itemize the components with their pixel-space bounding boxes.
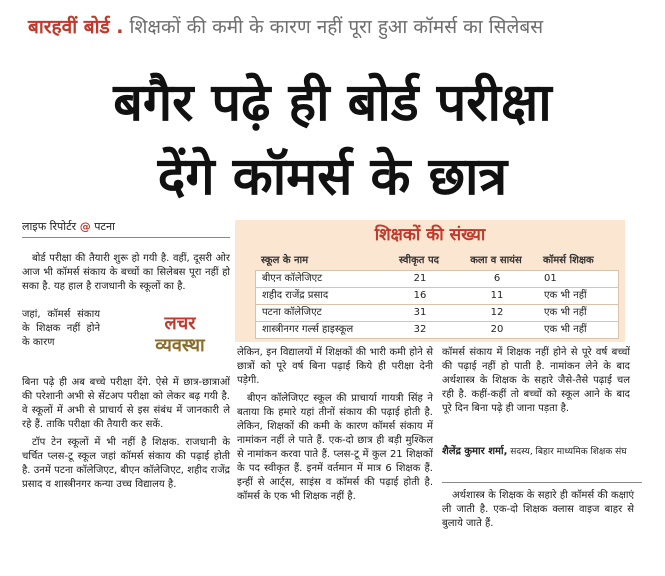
table-cell: 16 bbox=[413, 290, 427, 301]
table-row bbox=[255, 287, 619, 305]
table-cell: शास्त्रीनगर गर्ल्स हाइस्कूल bbox=[262, 324, 354, 335]
table-cell: 6 bbox=[493, 273, 501, 284]
article-col3-tail bbox=[442, 489, 634, 535]
quote-text: कॉमर्स संकाय में शिक्षक नहीं होने से पूरे वर्ष बच्चों की पढ़ाई नहीं हो पाती है. नामांकन लेने के बाद अर्थशास्त्र के शिक्षक के सहारे जैसे-तैसे पढ़ाई चल रही है. कहीं-कहीं तो बच्चों को स्कूल आने के बाद पूरे दिन बिना पढ़े ही जाना पड़ता है. bbox=[442, 347, 630, 414]
article-col2-p1: लेकिन, इन विद्यालयों में शिक्षकों की भारी कमी होने से छात्रों को पूरे वर्ष बिना पढ़ाई किये ही परीक्षा देनी पड़ेगी. bbox=[237, 347, 433, 386]
table-cell: 11 bbox=[490, 290, 504, 301]
byline-label: लाइफ रिपोर्टर bbox=[22, 220, 77, 233]
pullout-line-1: लचर bbox=[164, 313, 196, 334]
pullout-box bbox=[130, 313, 230, 357]
article-col2 bbox=[237, 346, 433, 508]
table-cell: 31 bbox=[413, 307, 427, 318]
article-col2-p2: बीएन कॉलेजिएट स्कूल की प्राचार्या गायत्री सिंह ने बताया कि हमारे यहां तीनों संकाय की पढ़ाई होती है. लेकिन, शिक्षकों की कमी के कारण कॉमर्स संकाय में नामांकन नहीं ले पाते हैं. एक-दो छात्र ही बड़ी मुश्किल से नामांकन करवा पाते हैं. प्लस-टू में कुल 21 शिक्षकों के पद स्वीकृत हैं. इनमें वर्तमान में मात्र 6 शिक्षक हैं. इन्हीं से आर्ट्स, साइंस व कॉमर्स की पढ़ाई होती है. कॉमर्स के एक भी शिक्षक नहीं है. bbox=[237, 393, 433, 502]
article-col3-text: अर्थशास्त्र के शिक्षक के सहारे ही कॉमर्स की कक्षाएं ली जाती है. एक-दो शिक्षक क्लास वाइज बाहर से बुलाये जाते हैं. bbox=[442, 490, 634, 529]
kicker-line bbox=[28, 8, 658, 46]
byline bbox=[22, 219, 232, 234]
table-cell: 20 bbox=[490, 324, 504, 335]
pullout-line-2: व्यवस्था bbox=[155, 335, 205, 356]
quote-signer bbox=[442, 445, 642, 459]
quote-divider bbox=[442, 482, 642, 483]
table-cell: 32 bbox=[413, 324, 427, 335]
table-cell: एक भी नहीं bbox=[544, 290, 587, 301]
table-row bbox=[255, 304, 619, 322]
article-p1-rest: बिना पढ़े ही अब बच्चे परीक्षा देंगे. ऐसे में छात्र-छात्राओं की परेशानी अभी से सेंटअप परीक्षा को लेकर बढ़ गयी है. वे स्कूलों में अभी से प्राचार्य से इस संबंध में जानकारी ले रहे हैं. ताकि परीक्षा की तैयारी कर सकें. bbox=[22, 377, 230, 430]
table-header-arts-science: कला व सायंस bbox=[470, 255, 522, 266]
table-title: शिक्षकों की संख्या bbox=[374, 225, 486, 245]
table-cell: एक भी नहीं bbox=[544, 324, 587, 335]
kicker-text: शिक्षकों की कमी के कारण नहीं पूरा हुआ कॉमर्स का सिलेबस bbox=[129, 16, 544, 38]
table-cell: 12 bbox=[490, 307, 504, 318]
quote-signer-name: शैलेंद्र कुमार शर्मा, bbox=[442, 446, 508, 457]
quote-box bbox=[442, 346, 630, 420]
article-p2: टॉप टेन स्कूलों में भी नहीं है शिक्षक. राजधानी के चर्चित प्लस-टू स्कूल जहां कॉमर्स संकाय की पढ़ाई होती है. उनमें पटना कॉलेजिएट, बीएन कॉलेजिएट, शहीद राजेंद्र प्रसाद व शास्त्रीनगर कन्या उच्च विद्यालय है. bbox=[22, 437, 230, 490]
headline-line-2: देंगे कॉमर्स के छात्र bbox=[157, 147, 508, 207]
table-header-row bbox=[255, 252, 617, 268]
article-narrow-text: जहां, कॉमर्स संकाय के शिक्षक नहीं होने के कारण bbox=[22, 309, 100, 348]
byline-divider bbox=[22, 237, 230, 238]
table-cell: 21 bbox=[413, 273, 427, 284]
table-cell: एक भी नहीं bbox=[544, 307, 587, 318]
table-header-sanctioned: स्वीकृत पद bbox=[399, 255, 439, 266]
kicker-tag: बारहवीं बोर्ड . bbox=[28, 16, 124, 38]
table-row bbox=[255, 270, 619, 288]
table-cell: शहीद राजेंद्र प्रसाद bbox=[262, 290, 329, 301]
article-col1-narrow bbox=[22, 308, 100, 354]
table-cell: बीएन कॉलेजिएट bbox=[262, 273, 323, 284]
table-row bbox=[255, 321, 619, 339]
quote-signer-role: सदस्य, बिहार माध्यमिक शिक्षक संघ bbox=[510, 447, 627, 457]
article-intro: बोर्ड परीक्षा की तैयारी शुरू हो गयी है. वहीं, दूसरी ओर आज भी कॉमर्स संकाय के बच्चों का सिलेबस पूरा नहीं हो सका है. यह हाल है राजधानी के स्कूलों का है. bbox=[22, 253, 230, 292]
table-cell: 01 bbox=[544, 273, 557, 284]
byline-place: पटना bbox=[94, 220, 115, 233]
headline-line-1: बगैर पढ़े ही बोर्ड परीक्षा bbox=[113, 73, 552, 133]
teacher-count-table bbox=[235, 220, 625, 342]
table-header-school: स्कूल के नाम bbox=[261, 255, 309, 266]
table-cell: पटना कॉलेजिएट bbox=[262, 307, 322, 318]
article-col1-top bbox=[22, 252, 230, 298]
byline-at: @ bbox=[79, 220, 91, 233]
table-header-commerce: कॉमर्स शिक्षक bbox=[543, 255, 594, 266]
article-col1-bottom bbox=[22, 376, 230, 496]
